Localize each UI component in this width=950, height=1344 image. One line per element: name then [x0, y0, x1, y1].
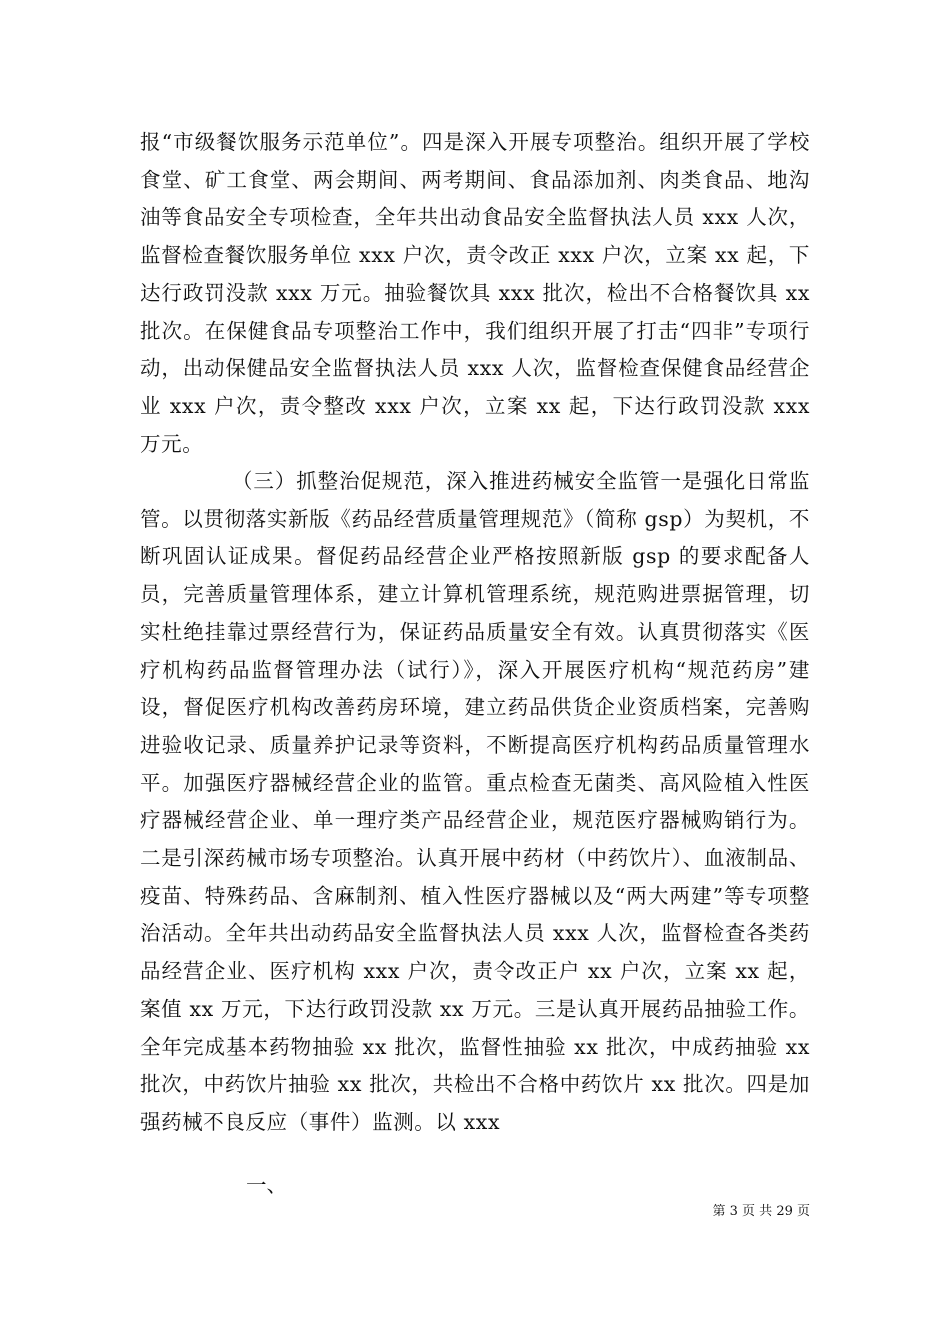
page-number-footer: 第 3 页 共 29 页 — [712, 1204, 810, 1219]
body-paragraph-drug-supervision: （三）抓整治促规范，深入推进药械安全监管一是强化日常监管。以贯彻落实新版《药品经营质量管理规范》（简称 gsp）为契机，不断巩固认证成果。督促药品经营企业严格按照新版 gsp 的要求配备人员，完善质量管理体系，建立计算机管理系统，规范购进票据管理，切实杜绝挂靠过票经营行为，保证药品质量安全有效。认真贯彻落实《医疗机构药品监督管理办法（试行）》，深入开展医疗机构“规范药房”建设，督促医疗机构改善药房环境，建立药品供货企业资质档案，完善购进验收记录、质量养护记录等资料，不断提高医疗机构药品质量管理水平。加强医疗器械经营企业的监管。重点检查无菌类、高风险植入性医疗器械经营企业、单一理疗类产品经营企业，规范医疗器械购销行为。二是引深药械市场专项整治。认真开展中药材（中药饮片）、血液制品、疫苗、特殊药品、含麻制剂、植入性医疗器械以及“两大两建”等专项整治活动。全年共出动药品安全监督执法人员 xxx 人次，监督检查各类药品经营企业、医疗机构 xxx 户次，责令改正户 xx 户次，立案 xx 起，案值 xx 万元，下达行政罚没款 xx 万元。三是认真开展药品抽验工作。全年完成基本药物抽验 xx 批次，监督性抽验 xx 批次，中成药抽验 xx 批次，中药饮片抽验 xx 批次，共检出不合格中药饮片 xx 批次。四是加强药械不良反应（事件）监测。以 xxx — [140, 469, 810, 1134]
body-paragraph-food-safety: 报“市级餐饮服务示范单位”。四是深入开展专项整治。组织开展了学校食堂、矿工食堂、两会期间、两考期间、食品添加剂、肉类食品、地沟油等食品安全专项检查，全年共出动食品安全监督执法人员 xxx 人次，监督检查餐饮服务单位 xxx 户次，责令改正 xxx 户次，立案 xx 起，下达行政罚没款 xxx 万元。抽验餐饮具 xxx 批次，检出不合格餐饮具 xx 批次。在保健食品专项整治工作中，我们组织开展了打击“四非”专项行动，出动保健品安全监督执法人员 xxx 人次，监督检查保健食品经营企业 xxx 户次，责令整改 xxx 户次，立案 xx 起，下达行政罚没款 xxx 万元。 — [140, 130, 810, 456]
section-marker: 一、 — [246, 1173, 287, 1197]
